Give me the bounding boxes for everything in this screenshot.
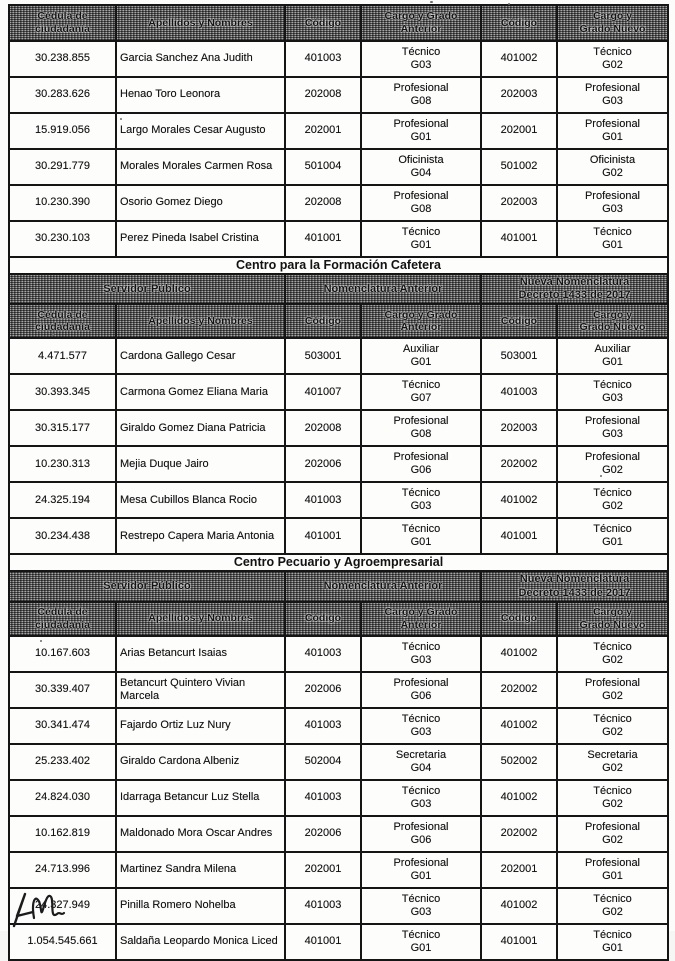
cargo-grado-nuevo-cell: Profesional G03	[557, 185, 668, 221]
codigo-anterior-cell: 502004	[285, 744, 361, 780]
nombres-cell: Saldaña Leopardo Monica Liced	[116, 924, 285, 960]
cedula-cell: 24.327.949	[9, 888, 116, 924]
codigo-nuevo-cell: 502002	[481, 744, 557, 780]
cargo-grado-anterior-cell: Técnico G03	[361, 780, 481, 816]
col-header-cedula: Cédula de ciudadanía	[9, 602, 116, 636]
cedula-cell: 30.315.177	[9, 410, 116, 446]
cedula-cell: 30.393.345	[9, 374, 116, 410]
cargo-grado-anterior-cell: Auxiliar G01	[361, 338, 481, 374]
group-header-row	[9, 274, 668, 304]
codigo-anterior-cell: 401003	[285, 636, 361, 672]
nombres-cell: Arias Betancurt Isaias	[116, 636, 285, 672]
scan-noise-speck	[600, 475, 602, 477]
cargo-grado-nuevo-cell: Profesional G02	[557, 816, 668, 852]
cedula-cell: 10.230.313	[9, 446, 116, 482]
codigo-anterior-cell: 202008	[285, 77, 361, 113]
codigo-nuevo-cell: 202002	[481, 672, 557, 708]
cargo-grado-anterior-cell: Profesional G08	[361, 410, 481, 446]
nombres-cell: Carmona Gomez Eliana Maria	[116, 374, 285, 410]
cargo-grado-anterior-cell: Profesional G06	[361, 816, 481, 852]
codigo-anterior-cell: 503001	[285, 338, 361, 374]
nombres-cell: Henao Toro Leonora	[116, 77, 285, 113]
codigo-nuevo-cell: 401002	[481, 780, 557, 816]
table-row	[9, 636, 668, 672]
cargo-grado-nuevo-cell: Técnico G01	[557, 518, 668, 554]
table-row	[9, 924, 668, 960]
codigo-anterior-cell: 202006	[285, 672, 361, 708]
cargo-grado-anterior-cell: Profesional G01	[361, 852, 481, 888]
cargo-grado-anterior-cell: Profesional G06	[361, 446, 481, 482]
codigo-anterior-cell: 401001	[285, 221, 361, 257]
cargo-grado-anterior-cell: Secretaria G04	[361, 744, 481, 780]
col-header-codigo-anterior: Código	[285, 602, 361, 636]
cargo-grado-anterior-cell: Técnico G03	[361, 41, 481, 77]
table-row	[9, 816, 668, 852]
codigo-nuevo-cell: 202002	[481, 816, 557, 852]
codigo-anterior-cell: 202008	[285, 185, 361, 221]
cargo-grado-anterior-cell: Técnico G03	[361, 636, 481, 672]
codigo-anterior-cell: 401001	[285, 518, 361, 554]
cedula-cell: 10.162.819	[9, 816, 116, 852]
col-header-cargo-nuevo: Cargo y Grado Nuevo	[557, 602, 668, 636]
codigo-nuevo-cell: 202001	[481, 852, 557, 888]
col-header-codigo-nuevo: Código	[481, 304, 557, 338]
codigo-nuevo-cell: 202003	[481, 185, 557, 221]
codigo-nuevo-cell: 202003	[481, 77, 557, 113]
codigo-anterior-cell: 401007	[285, 374, 361, 410]
cargo-grado-nuevo-cell: Oficinista G02	[557, 149, 668, 185]
table-row	[9, 672, 668, 708]
group-header-servidor-publico: Servidor Público	[9, 274, 285, 304]
codigo-anterior-cell: 401001	[285, 924, 361, 960]
cargo-grado-anterior-cell: Técnico G03	[361, 888, 481, 924]
column-header-row	[9, 5, 668, 41]
codigo-nuevo-cell: 401002	[481, 708, 557, 744]
col-header-cargo-anterior: Cargo y Grado Anterior	[361, 304, 481, 338]
col-header-codigo-nuevo: Código	[481, 602, 557, 636]
group-header-nueva-nomenclatura: Nueva Nomenclatura Decreto 1433 de 2017	[481, 274, 668, 304]
cedula-cell: 10.230.390	[9, 185, 116, 221]
codigo-nuevo-cell: 202003	[481, 410, 557, 446]
cargo-grado-nuevo-cell: Profesional G03	[557, 77, 668, 113]
cargo-grado-nuevo-cell: Técnico G02	[557, 636, 668, 672]
group-header-nueva-nomenclatura: Nueva Nomenclatura Decreto 1433 de 2017	[481, 571, 668, 601]
codigo-nuevo-cell: 401002	[481, 888, 557, 924]
nombres-cell: Morales Morales Carmen Rosa	[116, 149, 285, 185]
table-row	[9, 77, 668, 113]
cedula-cell: 1.054.545.661	[9, 924, 116, 960]
col-header-cedula: Cédula de ciudadanía	[9, 5, 116, 41]
cargo-grado-nuevo-cell: Profesional G03	[557, 410, 668, 446]
cedula-cell: 30.230.103	[9, 221, 116, 257]
group-header-servidor-publico: Servidor Público	[9, 571, 285, 601]
cargo-grado-nuevo-cell: Técnico G02	[557, 708, 668, 744]
cargo-grado-anterior-cell: Profesional G08	[361, 185, 481, 221]
table-row	[9, 888, 668, 924]
codigo-anterior-cell: 501004	[285, 149, 361, 185]
col-header-cargo-nuevo: Cargo y Grado Nuevo	[557, 5, 668, 41]
col-header-nombres: Apellidos y Nombres	[116, 602, 285, 636]
nombres-cell: Fajardo Ortiz Luz Nury	[116, 708, 285, 744]
cargo-grado-anterior-cell: Técnico G01	[361, 518, 481, 554]
handwritten-mark	[0, 886, 90, 931]
cargo-grado-anterior-cell: Técnico G01	[361, 924, 481, 960]
cedula-cell: 30.341.474	[9, 708, 116, 744]
nombres-cell: Cardona Gallego Cesar	[116, 338, 285, 374]
codigo-nuevo-cell: 401003	[481, 374, 557, 410]
cargo-grado-anterior-cell: Profesional G06	[361, 672, 481, 708]
table-row	[9, 149, 668, 185]
col-header-nombres: Apellidos y Nombres	[116, 5, 285, 41]
nombres-cell: Mesa Cubillos Blanca Rocio	[116, 482, 285, 518]
table-row	[9, 744, 668, 780]
group-header-row	[9, 571, 668, 601]
cargo-grado-nuevo-cell: Auxiliar G01	[557, 338, 668, 374]
table-row	[9, 708, 668, 744]
cargo-grado-anterior-cell: Técnico G03	[361, 482, 481, 518]
codigo-anterior-cell: 202008	[285, 410, 361, 446]
cargo-grado-nuevo-cell: Profesional G01	[557, 852, 668, 888]
codigo-nuevo-cell: 503001	[481, 338, 557, 374]
nombres-cell: Giraldo Cardona Albeniz	[116, 744, 285, 780]
nombres-cell: Idarraga Betancur Luz Stella	[116, 780, 285, 816]
cedula-cell: 4.471.577	[9, 338, 116, 374]
codigo-anterior-cell: 202001	[285, 852, 361, 888]
codigo-nuevo-cell: 401001	[481, 924, 557, 960]
col-header-cedula: Cédula de ciudadanía	[9, 304, 116, 338]
cargo-grado-anterior-cell: Oficinista G04	[361, 149, 481, 185]
scan-noise-speck	[508, 3, 510, 5]
table-row	[9, 374, 668, 410]
col-header-codigo-anterior: Código	[285, 5, 361, 41]
table-row	[9, 410, 668, 446]
cedula-cell: 30.234.438	[9, 518, 116, 554]
table-row	[9, 780, 668, 816]
table-row	[9, 446, 668, 482]
cargo-grado-nuevo-cell: Técnico G02	[557, 41, 668, 77]
cargo-grado-nuevo-cell: Técnico G01	[557, 924, 668, 960]
table-row	[9, 518, 668, 554]
nombres-cell: Garcia Sanchez Ana Judith	[116, 41, 285, 77]
personnel-reclassification-table	[8, 4, 669, 961]
codigo-nuevo-cell: 401002	[481, 636, 557, 672]
table-row	[9, 221, 668, 257]
col-header-cargo-anterior: Cargo y Grado Anterior	[361, 602, 481, 636]
codigo-anterior-cell: 401003	[285, 41, 361, 77]
nombres-cell: Giraldo Gomez Diana Patricia	[116, 410, 285, 446]
column-header-row	[9, 304, 668, 338]
codigo-nuevo-cell: 401001	[481, 221, 557, 257]
scan-noise-speck	[120, 118, 122, 120]
codigo-anterior-cell: 202001	[285, 113, 361, 149]
cargo-grado-nuevo-cell: Secretaria G02	[557, 744, 668, 780]
cedula-cell: 24.824.030	[9, 780, 116, 816]
col-header-cargo-anterior: Cargo y Grado Anterior	[361, 5, 481, 41]
cargo-grado-anterior-cell: Técnico G03	[361, 708, 481, 744]
codigo-anterior-cell: 401003	[285, 482, 361, 518]
codigo-nuevo-cell: 401002	[481, 482, 557, 518]
codigo-anterior-cell: 202006	[285, 816, 361, 852]
col-header-codigo-nuevo: Código	[481, 5, 557, 41]
group-header-nomenclatura-anterior: Nomenclatura Anterior	[285, 571, 481, 601]
table-row	[9, 113, 668, 149]
col-header-codigo-anterior: Código	[285, 304, 361, 338]
cedula-cell: 24.713.996	[9, 852, 116, 888]
section-title: Centro Pecuario y Agroempresarial	[9, 554, 668, 571]
cargo-grado-anterior-cell: Técnico G07	[361, 374, 481, 410]
group-header-nomenclatura-anterior: Nomenclatura Anterior	[285, 274, 481, 304]
cargo-grado-nuevo-cell: Profesional G02	[557, 446, 668, 482]
nombres-cell: Maldonado Mora Oscar Andres	[116, 816, 285, 852]
cargo-grado-nuevo-cell: Técnico G02	[557, 888, 668, 924]
codigo-nuevo-cell: 202002	[481, 446, 557, 482]
table-row	[9, 852, 668, 888]
cedula-cell: 30.283.626	[9, 77, 116, 113]
cargo-grado-nuevo-cell: Técnico G02	[557, 482, 668, 518]
nombres-cell: Largo Morales Cesar Augusto	[116, 113, 285, 149]
nombres-cell: Betancurt Quintero Vivian Marcela	[116, 672, 285, 708]
codigo-anterior-cell: 401003	[285, 888, 361, 924]
section-title: Centro para la Formación Cafetera	[9, 257, 668, 274]
cargo-grado-nuevo-cell: Técnico G01	[557, 221, 668, 257]
cedula-cell: 30.238.855	[9, 41, 116, 77]
cargo-grado-anterior-cell: Técnico G01	[361, 221, 481, 257]
nombres-cell: Perez Pineda Isabel Cristina	[116, 221, 285, 257]
cargo-grado-nuevo-cell: Técnico G02	[557, 780, 668, 816]
nombres-cell: Osorio Gomez Diego	[116, 185, 285, 221]
cargo-grado-nuevo-cell: Técnico G03	[557, 374, 668, 410]
nombres-cell: Mejia Duque Jairo	[116, 446, 285, 482]
codigo-nuevo-cell: 401001	[481, 518, 557, 554]
scan-noise-speck	[52, 333, 54, 336]
cedula-cell: 10.167.603	[9, 636, 116, 672]
nombres-cell: Restrepo Capera Maria Antonia	[116, 518, 285, 554]
codigo-anterior-cell: 401003	[285, 708, 361, 744]
column-header-row	[9, 602, 668, 636]
nombres-cell: Pinilla Romero Nohelba	[116, 888, 285, 924]
col-header-nombres: Apellidos y Nombres	[116, 304, 285, 338]
table-row	[9, 185, 668, 221]
table-row	[9, 482, 668, 518]
table-row	[9, 41, 668, 77]
scan-noise-speck	[40, 640, 42, 642]
codigo-nuevo-cell: 501002	[481, 149, 557, 185]
codigo-anterior-cell: 202006	[285, 446, 361, 482]
nombres-cell: Martinez Sandra Milena	[116, 852, 285, 888]
codigo-nuevo-cell: 401002	[481, 41, 557, 77]
cedula-cell: 24.325.194	[9, 482, 116, 518]
cargo-grado-nuevo-cell: Profesional G02	[557, 672, 668, 708]
cedula-cell: 30.339.407	[9, 672, 116, 708]
scan-noise-speck	[430, 1, 433, 3]
table-row	[9, 338, 668, 374]
cargo-grado-anterior-cell: Profesional G08	[361, 77, 481, 113]
cargo-grado-nuevo-cell: Profesional G01	[557, 113, 668, 149]
cedula-cell: 30.291.779	[9, 149, 116, 185]
section-title-row	[9, 554, 668, 571]
cargo-grado-anterior-cell: Profesional G01	[361, 113, 481, 149]
codigo-anterior-cell: 401003	[285, 780, 361, 816]
cedula-cell: 15.919.056	[9, 113, 116, 149]
cedula-cell: 25.233.402	[9, 744, 116, 780]
col-header-cargo-nuevo: Cargo y Grado Nuevo	[557, 304, 668, 338]
codigo-nuevo-cell: 202001	[481, 113, 557, 149]
section-title-row	[9, 257, 668, 274]
